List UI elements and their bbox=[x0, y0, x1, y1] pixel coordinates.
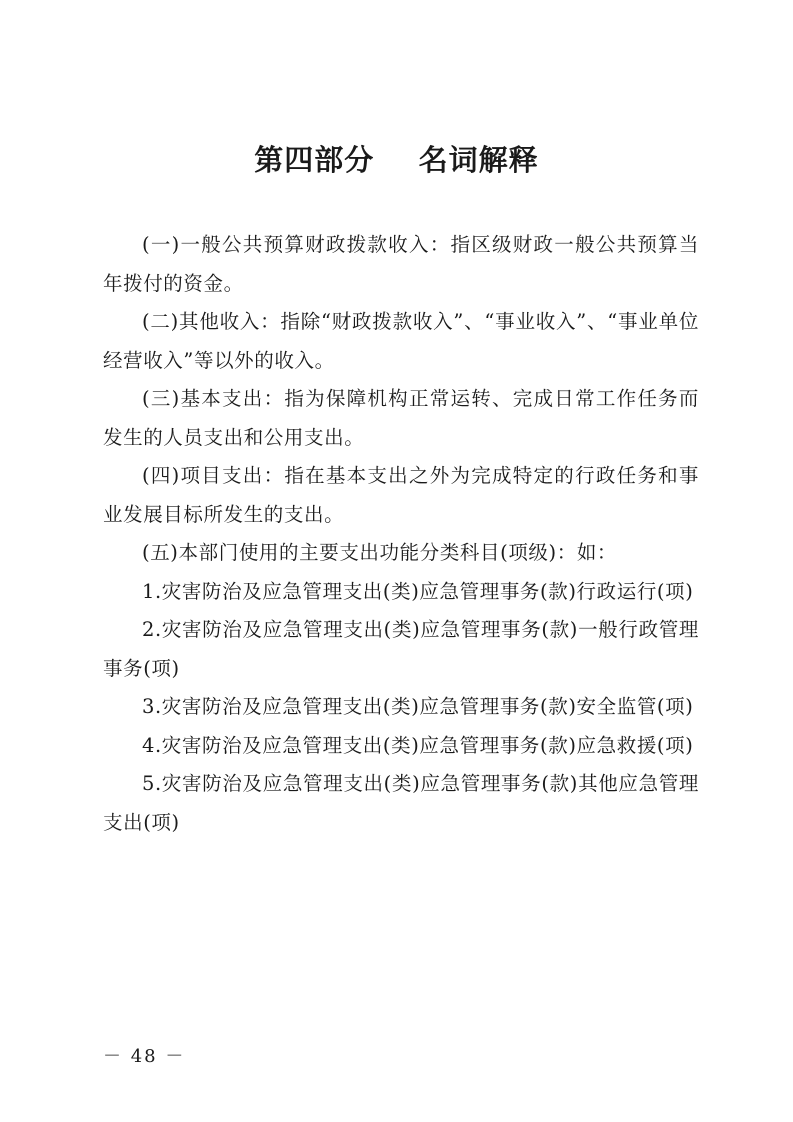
page-title: 第四部分 名词解释 bbox=[254, 143, 539, 177]
paragraph-function-classification: (五)本部门使用的主要支出功能分类科目(项级)：如： bbox=[142, 541, 618, 564]
paragraph-project-expenditure: (四)项目支出：指在基本支出之外为完成特定的行政任务和事业发展目标所发生的支出。 bbox=[103, 464, 699, 526]
paragraph-general-budget-revenue: (一)一般公共预算财政拨款收入：指区级财政一般公共预算当年拨付的资金。 bbox=[103, 233, 699, 295]
list-item-safety-supervision: 3.灾害防治及应急管理支出(类)应急管理事务(款)安全监管(项) bbox=[142, 695, 694, 718]
list-item-emergency-rescue: 4.灾害防治及应急管理支出(类)应急管理事务(款)应急救援(项) bbox=[142, 733, 694, 757]
document-body bbox=[103, 226, 699, 842]
list-item-administrative-operation: 1.灾害防治及应急管理支出(类)应急管理事务(款)行政运行(项) bbox=[142, 579, 694, 603]
paragraph-other-revenue: (二)其他收入：指除“财政拨款收入”、“事业收入”、“事业单位经营收入”等以外的收入。 bbox=[103, 310, 699, 372]
list-item-general-administration: 2.灾害防治及应急管理支出(类)应急管理事务(款)一般行政管理事务(项) bbox=[103, 618, 699, 680]
paragraph-basic-expenditure: (三)基本支出：指为保障机构正常运转、完成日常工作任务而发生的人员支出和公用支出。 bbox=[103, 387, 699, 449]
list-item-other-emergency-expenditure: 5.灾害防治及应急管理支出(类)应急管理事务(款)其他应急管理支出(项) bbox=[103, 772, 699, 834]
page-number: － 48 － bbox=[103, 1046, 186, 1067]
